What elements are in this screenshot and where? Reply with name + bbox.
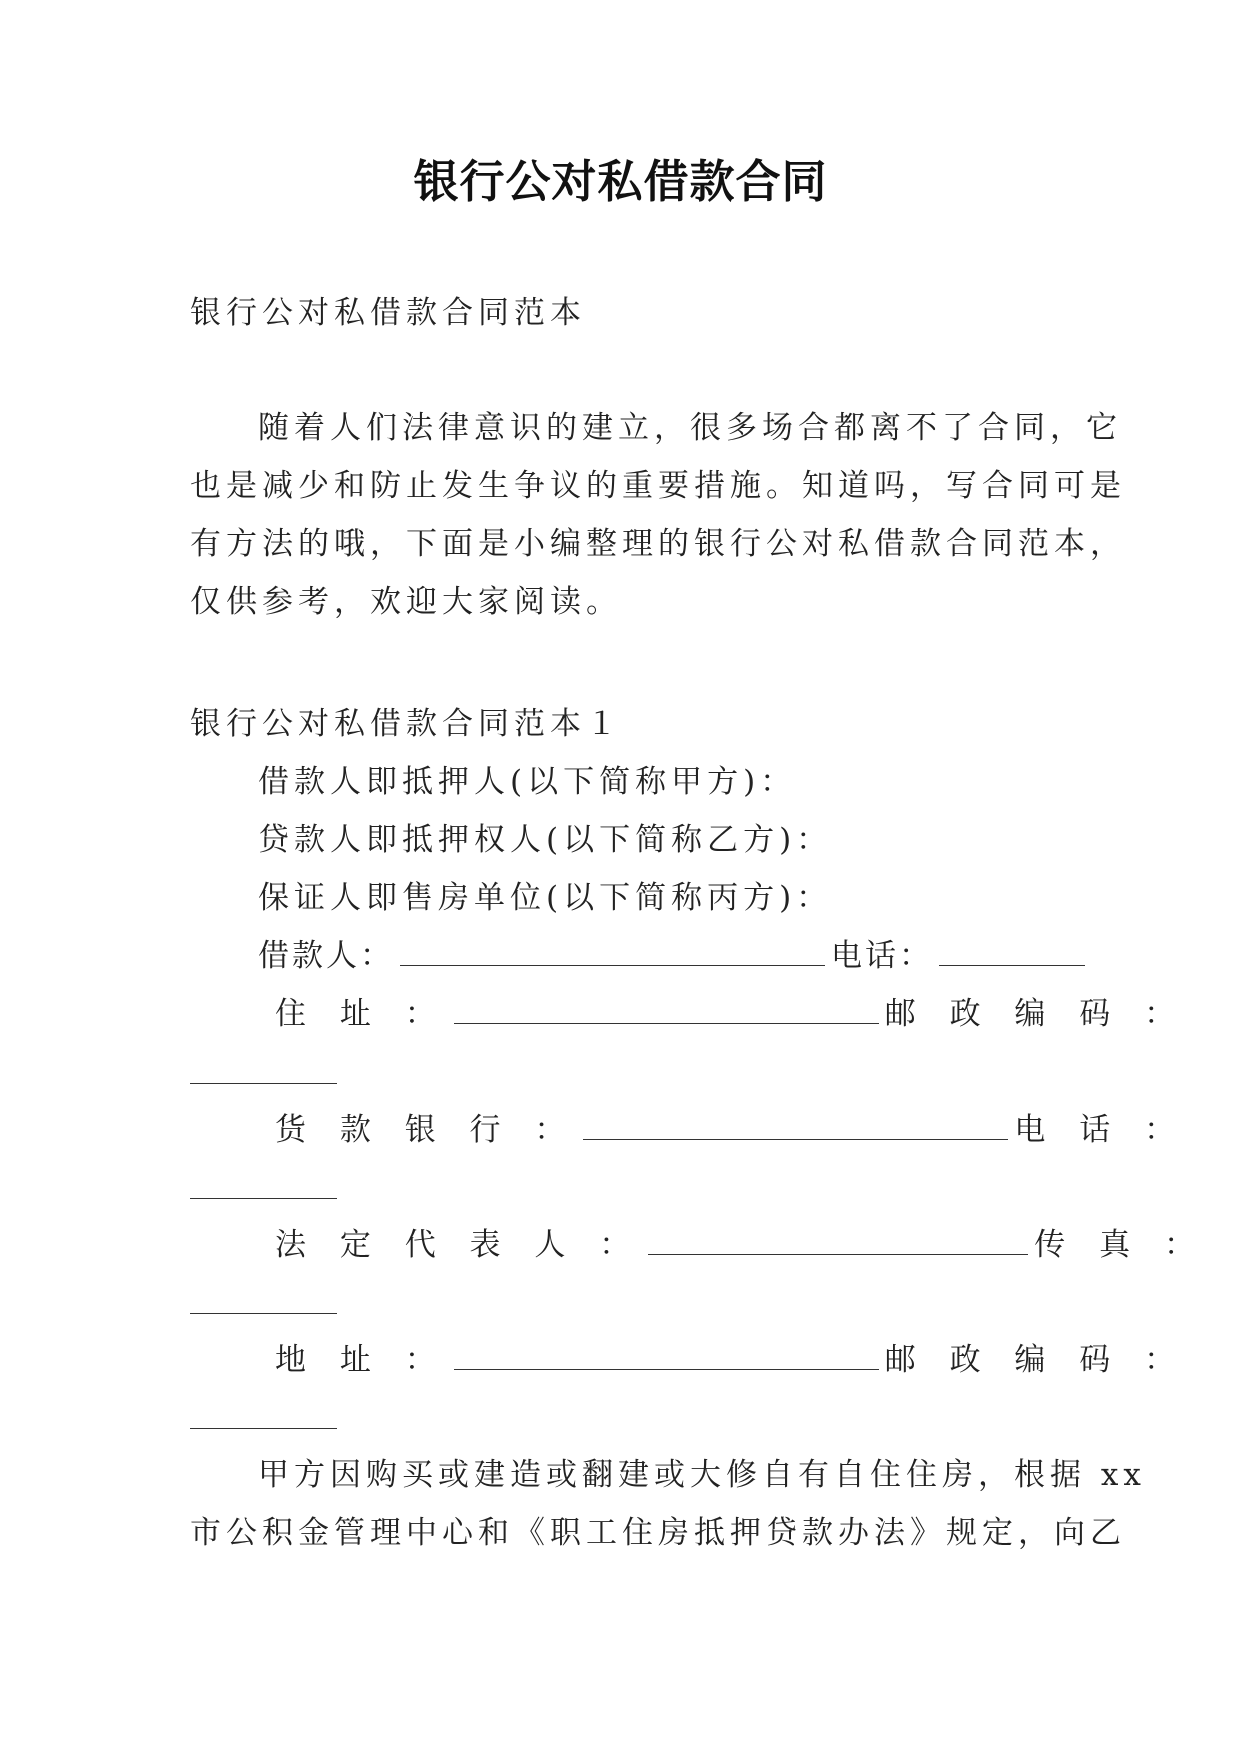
intro-line-1: 随着人们法律意识的建立，很多场合都离不了合同，它 [258, 410, 1122, 446]
postcode2-label: 邮 政 编 码 ： [884, 1342, 1188, 1378]
phone-label: 电话： [831, 938, 933, 974]
postcode-blank [190, 1083, 337, 1084]
section-heading: 银行公对私借款合同范本１ [190, 706, 622, 742]
postcode-label: 邮 政 编 码 ： [884, 996, 1188, 1032]
borrower-label: 借款人： [258, 938, 394, 974]
postcode2-blank [190, 1428, 337, 1429]
borrower-blank [400, 939, 825, 966]
borrower-row [258, 936, 1091, 976]
address-label: 住 址 ： [275, 996, 448, 1032]
party-borrower: 借款人即抵押人(以下简称甲方)： [258, 764, 797, 800]
address-blank [454, 997, 879, 1024]
party-lender: 贷款人即抵押权人(以下简称乙方)： [258, 822, 833, 858]
legal-rep-label: 法 定 代 表 人 ： [275, 1227, 643, 1263]
document-title: 银行公对私借款合同 [413, 155, 828, 208]
legal-rep-row [275, 1225, 1207, 1265]
party-guarantor: 保证人即售房单位(以下简称丙方)： [258, 880, 833, 916]
intro-line-2: 也是减少和防止发生争议的重要措施。知道吗，写合同可是 [190, 468, 1126, 504]
intro-line-3: 有方法的哦，下面是小编整理的银行公对私借款合同范本， [190, 526, 1126, 562]
bank-label: 货 款 银 行 ： [275, 1112, 578, 1148]
address-row [275, 994, 1187, 1034]
phone-blank [939, 939, 1085, 966]
address2-label: 地 址 ： [275, 1342, 448, 1378]
closing-line-1: 甲方因购买或建造或翻建或大修自有自住住房，根据 xx [258, 1457, 1146, 1493]
bank-phone-label: 电 话 ： [1014, 1112, 1188, 1148]
fax-label: 传 真 ： [1034, 1227, 1207, 1263]
document-subtitle: 银行公对私借款合同范本 [190, 295, 586, 331]
bank-phone-blank [190, 1198, 337, 1199]
bank-row [275, 1110, 1187, 1150]
address2-row [275, 1340, 1187, 1380]
closing-line-2: 市公积金管理中心和《职工住房抵押贷款办法》规定，向乙 [190, 1515, 1126, 1551]
address2-blank [454, 1343, 879, 1370]
fax-blank [190, 1313, 337, 1314]
intro-line-4: 仅供参考，欢迎大家阅读。 [190, 584, 622, 620]
bank-blank [583, 1113, 1008, 1140]
legal-rep-blank [648, 1228, 1028, 1255]
